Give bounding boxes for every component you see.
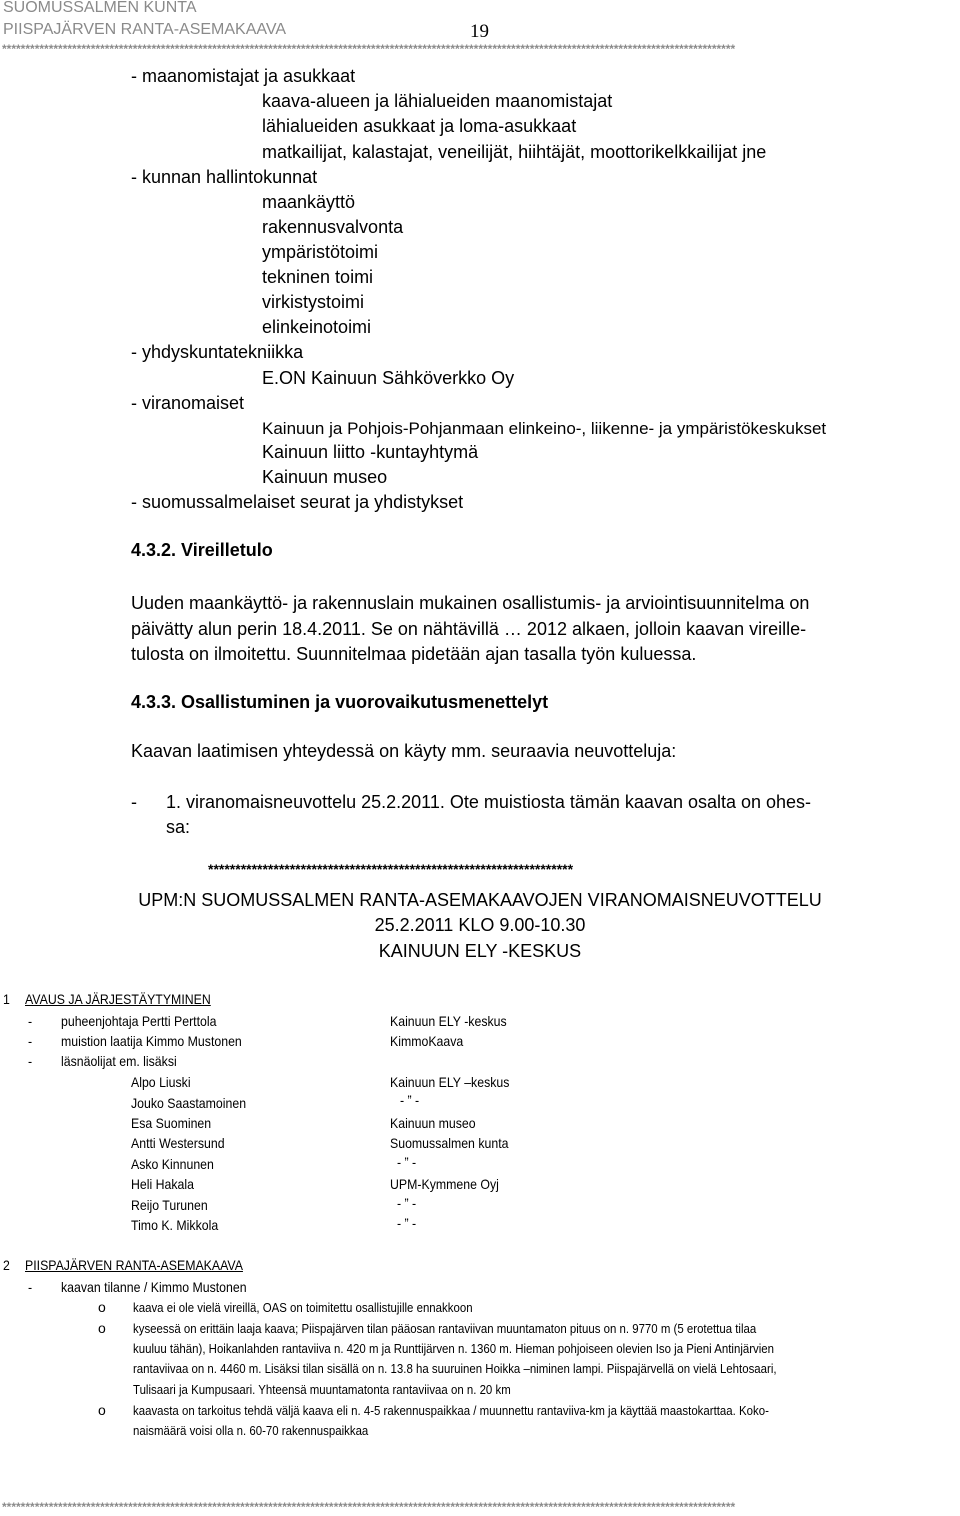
memo-title: UPM:N SUOMUSSALMEN RANTA-ASEMAKAAVOJEN VIRANOMAISNEUVOTTELU [138, 890, 822, 910]
attendee-org: - ” - [397, 1195, 417, 1211]
attendee-name: Reijo Turunen [131, 1197, 208, 1213]
role-dash: - [28, 1013, 33, 1029]
page-number: 19 [470, 21, 489, 42]
attendee-org: - ” - [397, 1154, 417, 1170]
stakeholder-group: - suomussalmelaiset seurat ja yhdistykset [131, 492, 464, 512]
memo-section-number: 2 [3, 1257, 10, 1273]
role-dash: - [28, 1053, 33, 1069]
stakeholder-group: - viranomaiset [131, 393, 245, 413]
attendee-name: Heli Hakala [131, 1176, 195, 1192]
header-divider: ************************************************************************************************************************************************************* [2, 42, 736, 56]
paragraph-line: Uuden maankäyttö- ja rakennuslain mukainen osallistumis- ja arviointisuunnitelma on [131, 593, 810, 613]
memo-section-number: 1 [3, 991, 10, 1007]
stakeholder-item: elinkeinotoimi [262, 317, 372, 337]
memo-section-title: PIISPAJÄRVEN RANTA-ASEMAKAAVA [25, 1257, 243, 1273]
footer-divider: ************************************************************************************************************************************************************* [2, 1500, 736, 1514]
role-org: KimmoKaava [390, 1033, 464, 1049]
paragraph-line: Kaavan laatimisen yhteydessä on käyty mm. seuraavia neuvotteluja: [131, 741, 677, 761]
attendee-org: UPM-Kymmene Oyj [390, 1176, 499, 1192]
stakeholder-item: ympäristötoimi [262, 242, 379, 262]
section-heading: 4.3.3. Osallistuminen ja vuorovaikutusmenettelyt [131, 692, 549, 712]
bullet-text: kuuluu tähän), Hoikanlahden rantaviiva n. 420 m ja Runttijärven n. 1360 m. Hieman pohjoiseen olevien Iso ja Pieni Antinjärvien [133, 1341, 775, 1356]
attendee-org: - ” - [400, 1092, 420, 1108]
attendee-name: Alpo Liuski [131, 1074, 191, 1090]
stakeholder-group: - maanomistajat ja asukkaat [131, 66, 356, 86]
stakeholder-item: rakennusvalvonta [262, 217, 404, 237]
stakeholder-item: Kainuun ja Pohjois-Pohjanmaan elinkeino-, liikenne- ja ympäristökeskukset [262, 419, 827, 438]
attendee-org: - ” - [397, 1215, 417, 1231]
role-org: Kainuun ELY -keskus [390, 1013, 507, 1029]
attendee-org: Suomussalmen kunta [390, 1135, 509, 1151]
memo-datetime: 25.2.2011 KLO 9.00-10.30 [374, 915, 586, 935]
memo-place: KAINUUN ELY -KESKUS [378, 941, 582, 961]
attendee-name: Esa Suominen [131, 1115, 212, 1131]
stakeholder-item: E.ON Kainuun Sähköverkko Oy [262, 368, 515, 388]
header-plan: PIISPAJÄRVEN RANTA-ASEMAKAAVA [3, 21, 287, 38]
stakeholder-group: - yhdyskuntatekniikka [131, 342, 304, 362]
attendee-name: Antti Westersund [131, 1135, 225, 1151]
attendee-name: Jouko Saastamoinen [131, 1095, 247, 1111]
stakeholder-item: matkailijat, kalastajat, veneilijät, hiihtäjät, moottorikelkkailijat jne [262, 142, 767, 162]
stakeholder-item: tekninen toimi [262, 267, 374, 287]
bullet-text: kaava ei ole vielä vireillä, OAS on toimitettu osallistujille ennakkoon [133, 1300, 473, 1315]
stakeholder-item: lähialueiden asukkaat ja loma-asukkaat [262, 116, 577, 136]
role-label: puheenjohtaja Pertti Perttola [61, 1013, 217, 1029]
bullet-text: kyseessä on erittäin laaja kaava; Piispajärven tilan pääosan rantaviivan muuntamaton pituus on n. 9770 m (5 erotettua tilaa [133, 1321, 757, 1336]
attendee-name: Timo K. Mikkola [131, 1217, 219, 1233]
bullet-text: Tulisaari ja Kumpusaari. Yhteensä muuntamatonta rantaviivaa on n. 20 km [133, 1382, 511, 1397]
attendee-org: Kainuun ELY –keskus [390, 1074, 510, 1090]
memo-section-title: AVAUS JA JÄRJESTÄYTYMINEN [25, 991, 211, 1007]
bullet-text: kaavasta on tarkoitus tehdä väljä kaava eli n. 4-5 rakennuspaikkaa / muunnettu rantaviiva-km ja käyttää maastokarttaa. Koko- [133, 1403, 769, 1418]
paragraph-line: tulosta on ilmoitettu. Suunnitelmaa pidetään ajan tasalla työn kuluessa. [131, 644, 697, 664]
stakeholder-item: maankäyttö [262, 192, 356, 212]
bullet-marker: o [98, 1299, 106, 1315]
memo-divider: ******************************************************************* [208, 861, 574, 877]
list-item: 1. viranomaisneuvottelu 25.2.2011. Ote muistiosta tämän kaavan osalta on ohes- [166, 792, 812, 812]
paragraph-line: päivätty alun perin 18.4.2011. Se on nähtävillä … 2012 alkaen, jolloin kaavan vireille- [131, 619, 807, 639]
bullet-text: rantaviivaa on n. 4460 m. Lisäksi tilan sisällä on n. 13.8 ha suuruinen Hoikka –niminen lampi. Piispajärvellä on vielä Lehtosaari, [133, 1361, 777, 1376]
header-org: SUOMUSSALMEN KUNTA [3, 0, 197, 16]
stakeholder-item: Kainuun museo [262, 467, 388, 487]
role-dash: - [28, 1033, 33, 1049]
section-heading: 4.3.2. Vireilletulo [131, 540, 273, 560]
list-item: sa: [166, 817, 191, 837]
stakeholder-group: - kunnan hallintokunnat [131, 167, 318, 187]
stakeholder-item: virkistystoimi [262, 292, 364, 312]
stakeholder-item: kaava-alueen ja lähialueiden maanomistajat [262, 91, 613, 111]
list-dash: - [28, 1279, 33, 1295]
attendee-org: Kainuun museo [390, 1115, 476, 1131]
bullet-text: naismäärä voisi olla n. 60-70 rakennuspaikkaa [133, 1423, 369, 1438]
bullet-marker: o [98, 1402, 106, 1418]
role-label: muistion laatija Kimmo Mustonen [61, 1033, 242, 1049]
role-label: läsnäolijat em. lisäksi [61, 1053, 177, 1069]
list-dash: - [131, 792, 137, 812]
list-item: kaavan tilanne / Kimmo Mustonen [61, 1279, 247, 1295]
attendee-name: Asko Kinnunen [131, 1156, 214, 1172]
bullet-marker: o [98, 1320, 106, 1336]
stakeholder-item: Kainuun liitto -kuntayhtymä [262, 442, 479, 462]
